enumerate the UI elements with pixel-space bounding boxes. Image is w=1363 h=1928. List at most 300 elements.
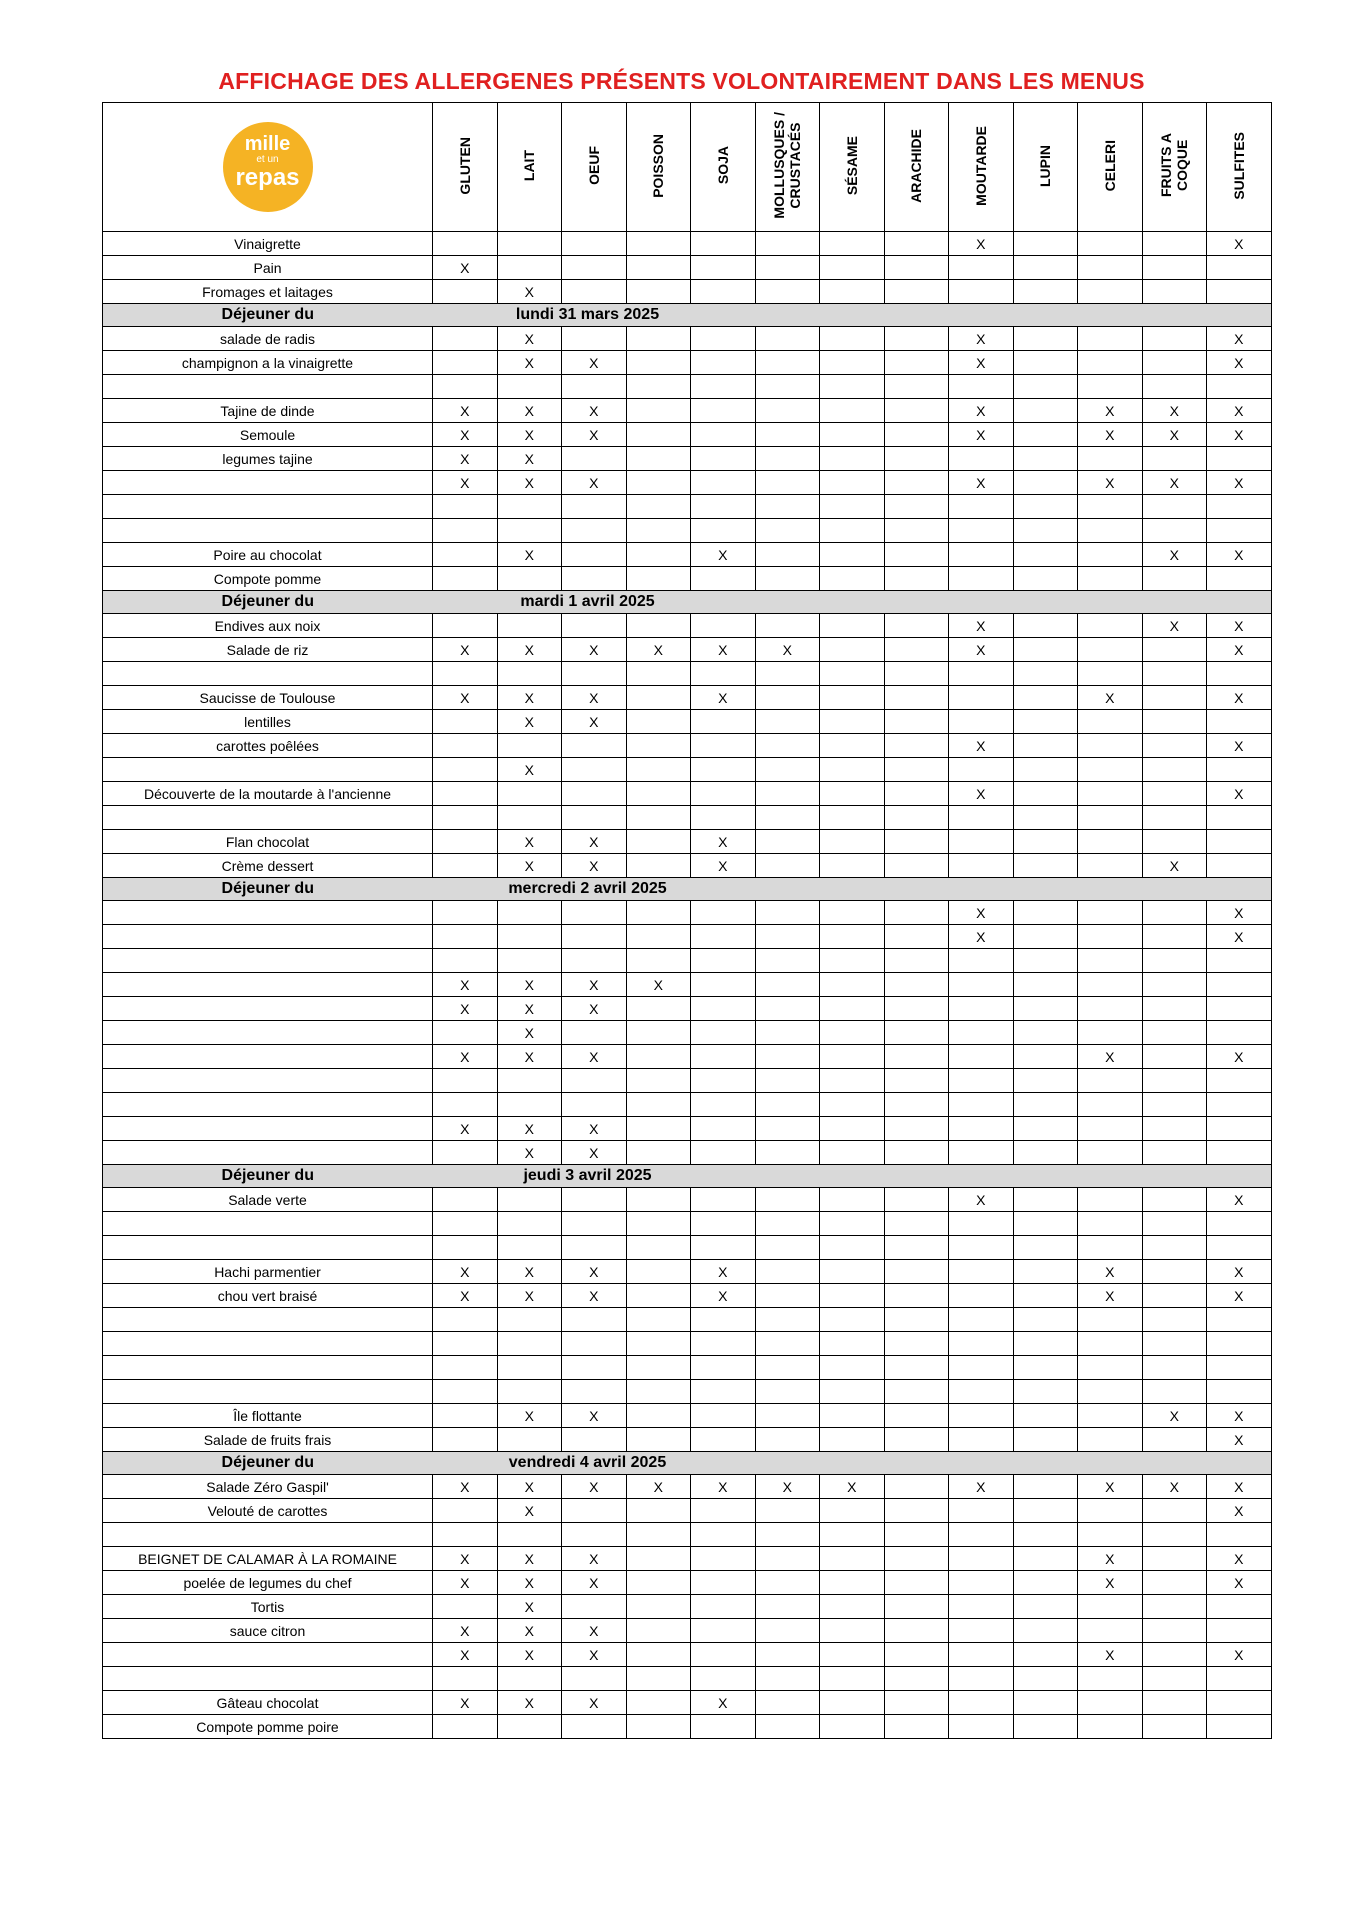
- allergen-mark: [884, 901, 949, 925]
- allergen-mark: [1142, 256, 1207, 280]
- allergen-mark: [626, 519, 691, 543]
- allergen-mark: [497, 1667, 562, 1691]
- table-row: [103, 1428, 1272, 1452]
- day-date: mardi 1 avril 2025: [520, 593, 655, 610]
- allergen-mark: [755, 1308, 820, 1332]
- table-row: [103, 686, 1272, 710]
- allergen-mark: X: [497, 1260, 562, 1284]
- allergen-mark: [820, 1236, 885, 1260]
- allergen-mark: [949, 1308, 1014, 1332]
- allergen-mark: [626, 1260, 691, 1284]
- allergen-mark: X: [562, 1475, 627, 1499]
- allergen-mark: [497, 1236, 562, 1260]
- allergen-mark: [433, 1380, 498, 1404]
- allergen-mark: [433, 543, 498, 567]
- allergen-mark: [626, 280, 691, 304]
- allergen-mark: X: [1142, 423, 1207, 447]
- allergen-mark: [1207, 1619, 1272, 1643]
- day-label: Déjeuner du: [103, 1452, 433, 1475]
- mille-et-un-repas-logo: [223, 122, 313, 212]
- allergen-mark: [433, 1667, 498, 1691]
- allergen-mark: [884, 256, 949, 280]
- allergen-mark: [884, 1667, 949, 1691]
- dish-name: [103, 1523, 433, 1547]
- allergen-mark: [562, 1212, 627, 1236]
- allergen-mark: [691, 567, 756, 591]
- allergen-mark: [1013, 734, 1078, 758]
- allergen-mark: X: [562, 1260, 627, 1284]
- allergen-mark: [755, 375, 820, 399]
- allergen-mark: [755, 1212, 820, 1236]
- allergen-mark: [755, 1069, 820, 1093]
- allergen-mark: X: [1207, 1404, 1272, 1428]
- allergen-mark: [1207, 662, 1272, 686]
- allergen-mark: [1207, 1380, 1272, 1404]
- allergen-header-label: LUPIN: [1037, 144, 1054, 187]
- allergen-mark: [755, 1284, 820, 1308]
- allergen-mark: [755, 1691, 820, 1715]
- allergen-mark: X: [1142, 854, 1207, 878]
- allergen-mark: [562, 662, 627, 686]
- allergen-mark: [1142, 1691, 1207, 1715]
- dish-name: Île flottante: [103, 1404, 433, 1428]
- allergen-mark: [949, 997, 1014, 1021]
- allergen-mark: X: [497, 280, 562, 304]
- allergen-mark: [691, 1332, 756, 1356]
- dish-name: [103, 375, 433, 399]
- dish-name: Salade de riz: [103, 638, 433, 662]
- allergen-mark: [884, 1141, 949, 1165]
- allergen-mark: [1013, 1117, 1078, 1141]
- allergen-mark: X: [1207, 1571, 1272, 1595]
- dish-name: [103, 901, 433, 925]
- allergen-mark: [1078, 1428, 1143, 1452]
- allergen-mark: X: [691, 686, 756, 710]
- allergen-header-label: POISSON: [650, 133, 667, 198]
- allergen-mark: [1078, 1691, 1143, 1715]
- allergen-mark: [1207, 1021, 1272, 1045]
- allergen-mark: [949, 1691, 1014, 1715]
- allergen-mark: [949, 1619, 1014, 1643]
- allergen-mark: [755, 232, 820, 256]
- allergen-mark: [562, 327, 627, 351]
- allergen-mark: [1142, 638, 1207, 662]
- allergen-mark: [691, 782, 756, 806]
- allergen-mark: X: [433, 997, 498, 1021]
- allergen-mark: X: [497, 351, 562, 375]
- table-row: [103, 1093, 1272, 1117]
- allergen-mark: [820, 1691, 885, 1715]
- dish-name: [103, 1332, 433, 1356]
- allergen-mark: [820, 1428, 885, 1452]
- allergen-mark: X: [433, 1619, 498, 1643]
- allergen-mark: [562, 734, 627, 758]
- allergen-mark: [626, 543, 691, 567]
- allergen-mark: [626, 1117, 691, 1141]
- allergen-mark: X: [497, 1117, 562, 1141]
- allergen-mark: X: [562, 1547, 627, 1571]
- allergen-mark: [691, 1547, 756, 1571]
- allergen-mark: [1078, 327, 1143, 351]
- allergen-mark: X: [497, 399, 562, 423]
- allergen-mark: [1142, 973, 1207, 997]
- table-row: [103, 1141, 1272, 1165]
- allergen-mark: [1078, 543, 1143, 567]
- allergen-mark: [691, 1715, 756, 1739]
- allergen-mark: [691, 614, 756, 638]
- dish-name: [103, 1643, 433, 1667]
- allergen-header: [1013, 103, 1078, 232]
- day-label: Déjeuner du: [103, 304, 433, 327]
- allergen-mark: [884, 1260, 949, 1284]
- allergen-header-label: ARACHIDE: [908, 128, 925, 203]
- allergen-mark: [884, 758, 949, 782]
- allergen-mark: [497, 1332, 562, 1356]
- allergen-mark: [626, 1619, 691, 1643]
- allergen-mark: [691, 280, 756, 304]
- day-header-row: [103, 304, 1272, 327]
- allergen-mark: X: [562, 1284, 627, 1308]
- allergen-mark: [1207, 519, 1272, 543]
- allergen-mark: [626, 1188, 691, 1212]
- allergen-mark: X: [497, 1643, 562, 1667]
- allergen-mark: [949, 854, 1014, 878]
- allergen-mark: [1207, 1141, 1272, 1165]
- allergen-mark: [1142, 280, 1207, 304]
- allergen-mark: [1013, 1069, 1078, 1093]
- allergen-mark: X: [497, 1021, 562, 1045]
- allergen-mark: [497, 806, 562, 830]
- day-header-row: [103, 1452, 1272, 1475]
- allergen-mark: [820, 1093, 885, 1117]
- allergen-mark: [1207, 973, 1272, 997]
- allergen-mark: [626, 567, 691, 591]
- allergen-mark: [820, 1284, 885, 1308]
- dish-name: [103, 662, 433, 686]
- allergen-mark: X: [755, 1475, 820, 1499]
- allergen-mark: X: [497, 327, 562, 351]
- table-row: [103, 256, 1272, 280]
- allergen-mark: [433, 280, 498, 304]
- allergen-mark: X: [691, 638, 756, 662]
- dish-name: [103, 1069, 433, 1093]
- dish-name: Velouté de carottes: [103, 1499, 433, 1523]
- allergen-mark: [433, 710, 498, 734]
- allergen-mark: [1078, 1356, 1143, 1380]
- allergen-header: [497, 103, 562, 232]
- allergen-mark: [1142, 519, 1207, 543]
- allergen-mark: [497, 375, 562, 399]
- table-row: [103, 1308, 1272, 1332]
- table-row: [103, 567, 1272, 591]
- allergen-mark: X: [433, 1571, 498, 1595]
- day-date: vendredi 4 avril 2025: [508, 1454, 667, 1471]
- allergen-mark: X: [1207, 351, 1272, 375]
- allergen-mark: X: [949, 327, 1014, 351]
- allergen-mark: [820, 1308, 885, 1332]
- allergen-mark: [1013, 1021, 1078, 1045]
- allergen-mark: [433, 1021, 498, 1045]
- allergen-mark: [1142, 949, 1207, 973]
- allergen-mark: [1142, 232, 1207, 256]
- allergen-mark: [1078, 614, 1143, 638]
- allergen-mark: [497, 1212, 562, 1236]
- allergen-mark: [884, 447, 949, 471]
- allergen-mark: [755, 1332, 820, 1356]
- allergen-mark: [884, 710, 949, 734]
- allergen-mark: [884, 925, 949, 949]
- allergen-mark: [820, 543, 885, 567]
- allergen-mark: X: [1207, 1428, 1272, 1452]
- allergen-mark: [1078, 351, 1143, 375]
- allergen-mark: [755, 543, 820, 567]
- allergen-mark: [884, 1619, 949, 1643]
- allergen-mark: [1207, 256, 1272, 280]
- allergen-mark: [626, 495, 691, 519]
- allergen-mark: [562, 1523, 627, 1547]
- allergen-mark: [626, 1643, 691, 1667]
- allergen-mark: [884, 1595, 949, 1619]
- allergen-mark: [1142, 1093, 1207, 1117]
- allergen-mark: [626, 423, 691, 447]
- allergen-mark: [497, 232, 562, 256]
- allergen-header: [1078, 103, 1143, 232]
- allergen-mark: [691, 519, 756, 543]
- allergen-mark: [562, 1595, 627, 1619]
- allergen-mark: [1078, 447, 1143, 471]
- allergen-mark: [1142, 1332, 1207, 1356]
- allergen-mark: X: [562, 854, 627, 878]
- allergen-mark: [1013, 1188, 1078, 1212]
- allergen-mark: [1078, 567, 1143, 591]
- allergen-mark: [1013, 519, 1078, 543]
- allergen-mark: X: [1142, 543, 1207, 567]
- allergen-mark: [755, 327, 820, 351]
- allergen-mark: X: [497, 1691, 562, 1715]
- allergen-mark: [884, 280, 949, 304]
- allergen-mark: [497, 1308, 562, 1332]
- allergen-mark: [691, 1667, 756, 1691]
- allergen-mark: [1013, 1595, 1078, 1619]
- allergen-mark: [1207, 997, 1272, 1021]
- allergen-mark: [949, 1380, 1014, 1404]
- allergen-mark: [691, 1499, 756, 1523]
- allergen-mark: [562, 925, 627, 949]
- allergen-mark: [1013, 782, 1078, 806]
- allergen-header-label: MOUTARDE: [972, 125, 989, 206]
- allergen-mark: [562, 1428, 627, 1452]
- allergen-mark: [626, 447, 691, 471]
- allergen-mark: [755, 925, 820, 949]
- allergen-mark: [433, 1141, 498, 1165]
- allergen-mark: [884, 949, 949, 973]
- day-label: Déjeuner du: [103, 878, 433, 901]
- allergen-mark: [949, 1045, 1014, 1069]
- allergen-mark: [1078, 806, 1143, 830]
- allergen-mark: [755, 1595, 820, 1619]
- table-row: [103, 1188, 1272, 1212]
- allergen-mark: [1013, 614, 1078, 638]
- dish-name: [103, 471, 433, 495]
- allergen-mark: [755, 399, 820, 423]
- allergen-mark: X: [1207, 1499, 1272, 1523]
- allergen-mark: X: [949, 614, 1014, 638]
- allergen-mark: X: [562, 1691, 627, 1715]
- allergen-mark: [1142, 1499, 1207, 1523]
- allergen-mark: [820, 471, 885, 495]
- allergen-mark: [433, 1595, 498, 1619]
- allergen-mark: [1078, 1141, 1143, 1165]
- allergen-mark: X: [1207, 638, 1272, 662]
- allergen-mark: X: [691, 1475, 756, 1499]
- allergen-mark: [1013, 901, 1078, 925]
- table-row: [103, 638, 1272, 662]
- allergen-mark: [820, 854, 885, 878]
- allergen-mark: X: [562, 1141, 627, 1165]
- allergen-mark: [820, 1356, 885, 1380]
- allergen-mark: [562, 949, 627, 973]
- allergen-mark: [884, 471, 949, 495]
- allergen-mark: [949, 1093, 1014, 1117]
- allergen-mark: [1013, 232, 1078, 256]
- allergen-mark: [755, 973, 820, 997]
- allergen-mark: [755, 256, 820, 280]
- allergen-mark: [1013, 1260, 1078, 1284]
- allergen-mark: [1013, 1284, 1078, 1308]
- allergen-mark: [1207, 447, 1272, 471]
- allergen-mark: [562, 1093, 627, 1117]
- allergen-mark: [562, 782, 627, 806]
- allergen-mark: [1078, 925, 1143, 949]
- allergen-mark: [949, 662, 1014, 686]
- allergen-mark: X: [497, 1284, 562, 1308]
- allergen-mark: [884, 519, 949, 543]
- allergen-mark: [497, 1523, 562, 1547]
- table-row: [103, 758, 1272, 782]
- allergen-mark: [562, 447, 627, 471]
- allergen-mark: [1013, 280, 1078, 304]
- allergen-mark: [691, 1093, 756, 1117]
- allergen-mark: [1078, 1021, 1143, 1045]
- allergen-mark: [1078, 830, 1143, 854]
- allergen-mark: [691, 232, 756, 256]
- table-row: [103, 1523, 1272, 1547]
- allergen-mark: X: [497, 1595, 562, 1619]
- logo-cell: [103, 103, 433, 232]
- allergen-mark: [1142, 1069, 1207, 1093]
- allergen-mark: [433, 519, 498, 543]
- allergen-mark: X: [562, 1571, 627, 1595]
- table-row: [103, 734, 1272, 758]
- allergen-mark: [755, 1547, 820, 1571]
- table-row: [103, 351, 1272, 375]
- allergen-mark: [820, 614, 885, 638]
- allergen-mark: [884, 1021, 949, 1045]
- allergen-header-label: SOJA: [714, 146, 731, 185]
- allergen-mark: [433, 1332, 498, 1356]
- allergen-mark: X: [497, 686, 562, 710]
- allergen-mark: [1078, 1595, 1143, 1619]
- dish-name: Saucisse de Toulouse: [103, 686, 433, 710]
- allergen-mark: [433, 782, 498, 806]
- allergen-mark: X: [949, 399, 1014, 423]
- allergen-mark: [626, 1141, 691, 1165]
- allergen-mark: X: [1207, 734, 1272, 758]
- allergen-mark: X: [1207, 901, 1272, 925]
- allergen-mark: X: [949, 925, 1014, 949]
- allergen-mark: [820, 806, 885, 830]
- allergen-mark: [1078, 949, 1143, 973]
- allergen-mark: [949, 1021, 1014, 1045]
- day-header-row: [103, 591, 1272, 614]
- allergen-mark: [626, 830, 691, 854]
- allergen-mark: [1207, 1523, 1272, 1547]
- allergen-mark: [497, 1356, 562, 1380]
- dish-name: chou vert braisé: [103, 1284, 433, 1308]
- allergen-mark: [949, 1715, 1014, 1739]
- allergen-mark: [1078, 638, 1143, 662]
- allergen-mark: [1207, 1236, 1272, 1260]
- allergen-mark: [884, 1212, 949, 1236]
- allergen-mark: [949, 1141, 1014, 1165]
- table-row: [103, 471, 1272, 495]
- table-row: [103, 830, 1272, 854]
- table-row: [103, 1715, 1272, 1739]
- allergen-mark: [1142, 375, 1207, 399]
- allergen-mark: [1078, 662, 1143, 686]
- allergen-mark: [884, 1380, 949, 1404]
- allergen-mark: [1078, 710, 1143, 734]
- day-date-cell: [433, 1165, 1272, 1188]
- allergen-header: [820, 103, 885, 232]
- allergen-mark: [949, 973, 1014, 997]
- allergen-mark: [1013, 327, 1078, 351]
- dish-name: carottes poêlées: [103, 734, 433, 758]
- allergen-mark: [562, 1715, 627, 1739]
- allergen-mark: [562, 280, 627, 304]
- allergen-mark: X: [433, 638, 498, 662]
- allergen-mark: [755, 351, 820, 375]
- dish-name: BEIGNET DE CALAMAR À LA ROMAINE: [103, 1547, 433, 1571]
- dish-name: legumes tajine: [103, 447, 433, 471]
- allergen-mark: [884, 1308, 949, 1332]
- dish-name: Tajine de dinde: [103, 399, 433, 423]
- dish-name: [103, 1021, 433, 1045]
- allergen-mark: [949, 256, 1014, 280]
- allergen-mark: [562, 1380, 627, 1404]
- allergen-mark: [691, 1571, 756, 1595]
- allergen-mark: [626, 351, 691, 375]
- table-row: [103, 1021, 1272, 1045]
- allergen-mark: [755, 1045, 820, 1069]
- allergen-mark: [820, 1045, 885, 1069]
- dish-name: [103, 1236, 433, 1260]
- allergen-mark: X: [1207, 543, 1272, 567]
- allergen-mark: [626, 1356, 691, 1380]
- allergen-mark: [1142, 830, 1207, 854]
- allergen-mark: [626, 399, 691, 423]
- allergen-mark: [884, 1475, 949, 1499]
- allergen-mark: X: [1207, 1045, 1272, 1069]
- allergen-mark: [691, 399, 756, 423]
- day-date: lundi 31 mars 2025: [515, 306, 660, 323]
- allergen-mark: X: [433, 423, 498, 447]
- allergen-mark: [755, 1093, 820, 1117]
- allergen-mark: [433, 734, 498, 758]
- dish-name: [103, 1045, 433, 1069]
- allergen-mark: [820, 686, 885, 710]
- allergen-mark: [820, 256, 885, 280]
